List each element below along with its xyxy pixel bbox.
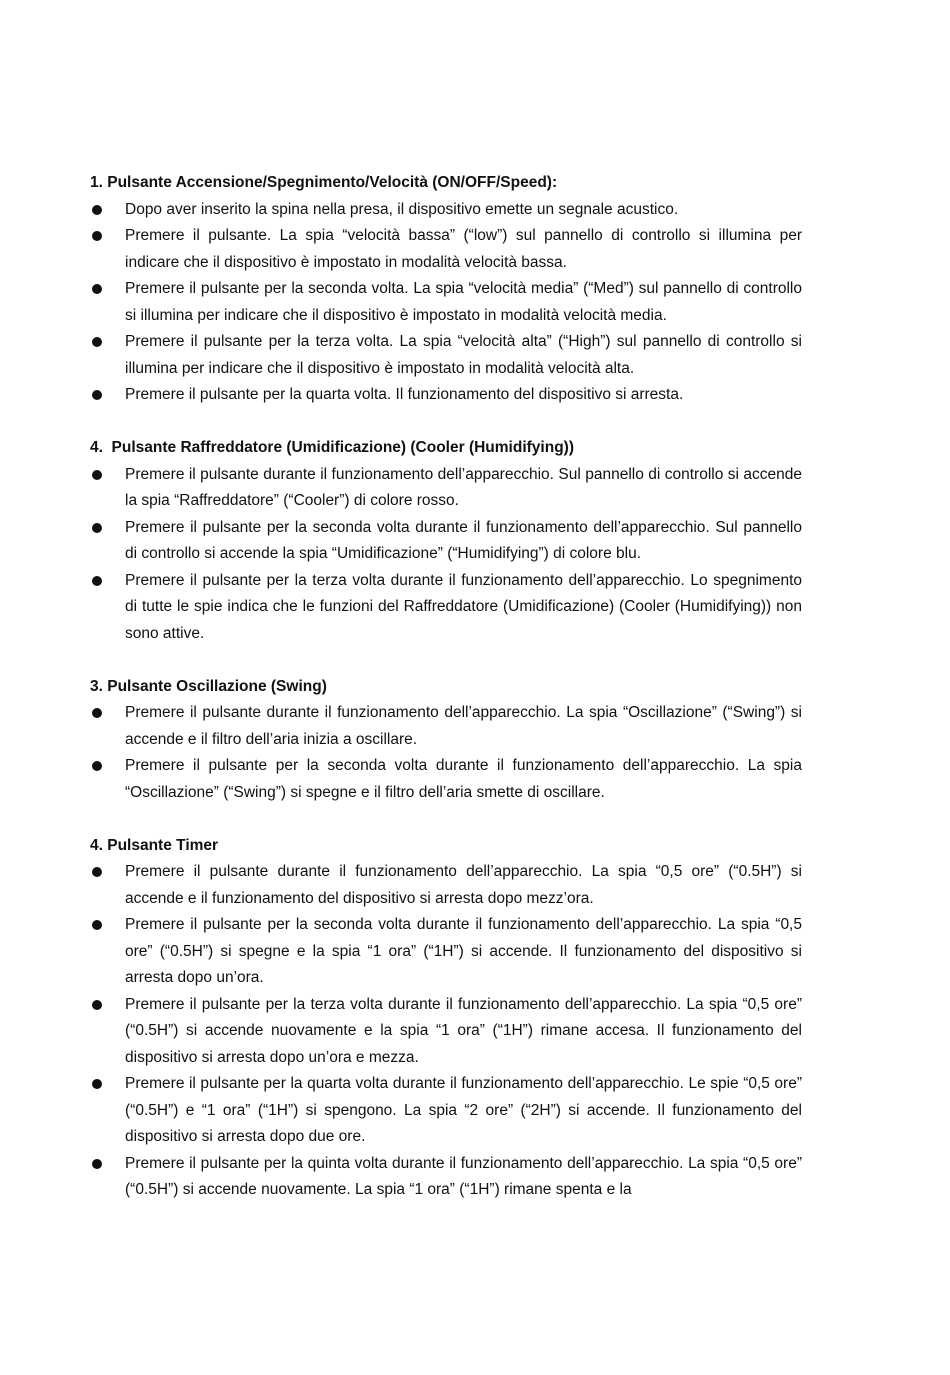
list-item-text: Premere il pulsante per la seconda volta. La spia “velocità media” (“Med”) sul pannello di controllo si illumina per indicare che il dispositivo è impostato in modalità velocità media.: [125, 280, 802, 324]
list-item-text: Premere il pulsante durante il funzionamento dell’apparecchio. La spia “Oscillazione” (“Swing”) si accende e il filtro dell’aria inizia a oscillare.: [125, 704, 802, 748]
list-item: [90, 859, 802, 912]
list-item-text: Dopo aver inserito la spina nella presa, il dispositivo emette un segnale acustico.: [125, 200, 679, 218]
bullet-icon: [92, 576, 102, 586]
list-item: [90, 382, 802, 409]
bullet-list: [90, 462, 802, 648]
bullet-list: [90, 700, 802, 806]
list-item: [90, 568, 802, 648]
list-item: [90, 1071, 802, 1151]
bullet-icon: [92, 867, 102, 877]
list-item-text: Premere il pulsante per la seconda volta durante il funzionamento dell’apparecchio. Sul pannello di controllo si accende la spia “Umidificazione” (“Humidifying”) di colore blu.: [125, 518, 802, 562]
section-heading: 3. Pulsante Oscillazione (Swing): [90, 677, 327, 695]
list-item-text: Premere il pulsante durante il funzionamento dell’apparecchio. Sul pannello di controllo si accende la spia “Raffreddatore” (“Cooler”) di colore rosso.: [125, 465, 802, 509]
list-item: [90, 912, 802, 992]
list-item-text: Premere il pulsante per la quinta volta durante il funzionamento dell’apparecchio. La spia “0,5 ore” (“0.5H”) si accende nuovamente. La spia “1 ora” (“1H”) rimane spenta e la: [125, 1154, 802, 1198]
bullet-icon: [92, 708, 102, 718]
list-item: [90, 223, 802, 276]
document-page: [90, 170, 802, 1230]
section-heading: 4. Pulsante Timer: [90, 836, 219, 854]
section-swing: [90, 674, 802, 807]
list-item: [90, 992, 802, 1072]
list-item: [90, 1151, 802, 1204]
section-on-off-speed: [90, 170, 802, 409]
list-item: [90, 197, 802, 224]
bullet-icon: [92, 523, 102, 533]
bullet-icon: [92, 390, 102, 400]
bullet-icon: [92, 231, 102, 241]
list-item-text: Premere il pulsante per la seconda volta durante il funzionamento dell’apparecchio. La spia “Oscillazione” (“Swing”) si spegne e il filtro dell’aria smette di oscillare.: [125, 757, 802, 801]
section-heading: 1. Pulsante Accensione/Spegnimento/Velocità (ON/OFF/Speed):: [90, 174, 558, 191]
bullet-list: [90, 197, 802, 409]
list-item: [90, 276, 802, 329]
bullet-icon: [92, 1079, 102, 1089]
bullet-list: [90, 859, 802, 1204]
list-item: [90, 515, 802, 568]
list-item: [90, 462, 802, 515]
list-item-text: Premere il pulsante durante il funzionamento dell’apparecchio. La spia “0,5 ore” (“0.5H”) si accende e il funzionamento del dispositivo si arresta dopo mezz’ora.: [125, 863, 802, 907]
bullet-icon: [92, 284, 102, 294]
section-timer: [90, 833, 802, 1204]
list-item-text: Premere il pulsante per la terza volta durante il funzionamento dell’apparecchio. La spia “0,5 ore” (“0.5H”) si accende nuovamente e la spia “1 ora” (“1H”) rimane accesa. Il funzionamento del dispositivo si arresta dopo un’ora e mezza.: [125, 995, 802, 1066]
bullet-icon: [92, 1159, 102, 1169]
list-item-text: Premere il pulsante. La spia “velocità bassa” (“low”) sul pannello di controllo si illumina per indicare che il dispositivo è impostato in modalità velocità bassa.: [125, 227, 802, 271]
bullet-icon: [92, 1000, 102, 1010]
bullet-icon: [92, 470, 102, 480]
bullet-icon: [92, 920, 102, 930]
list-item-text: Premere il pulsante per la seconda volta durante il funzionamento dell’apparecchio. La spia “0,5 ore” (“0.5H”) si spegne e la spia “1 ora” (“1H”) si accende. Il funzionamento del dispositivo si arresta dopo un’ora.: [125, 916, 802, 986]
section-cooler: [90, 435, 802, 647]
section-heading: 4. Pulsante Raffreddatore (Umidificazione) (Cooler (Humidifying)): [90, 439, 574, 456]
list-item-text: Premere il pulsante per la terza volta durante il funzionamento dell’apparecchio. Lo spegnimento di tutte le spie indica che le funzioni del Raffreddatore (Umidificazione) (Cooler (Humidifying)) non sono attive.: [125, 571, 802, 642]
list-item-text: Premere il pulsante per la quarta volta. Il funzionamento del dispositivo si arresta.: [125, 386, 684, 403]
list-item-text: Premere il pulsante per la terza volta. La spia “velocità alta” (“High”) sul pannello di controllo si illumina per indicare che il dispositivo è impostato in modalità velocità alta.: [125, 333, 802, 377]
list-item: [90, 700, 802, 753]
bullet-icon: [92, 205, 102, 215]
list-item: [90, 329, 802, 382]
bullet-icon: [92, 337, 102, 347]
list-item-text: Premere il pulsante per la quarta volta durante il funzionamento dell’apparecchio. Le spie “0,5 ore” (“0.5H”) e “1 ora” (“1H”) si spengono. La spia “2 ore” (“2H”) si accende. Il funzionamento del dispositivo si arresta dopo due ore.: [125, 1075, 802, 1145]
list-item: [90, 753, 802, 806]
bullet-icon: [92, 761, 102, 771]
